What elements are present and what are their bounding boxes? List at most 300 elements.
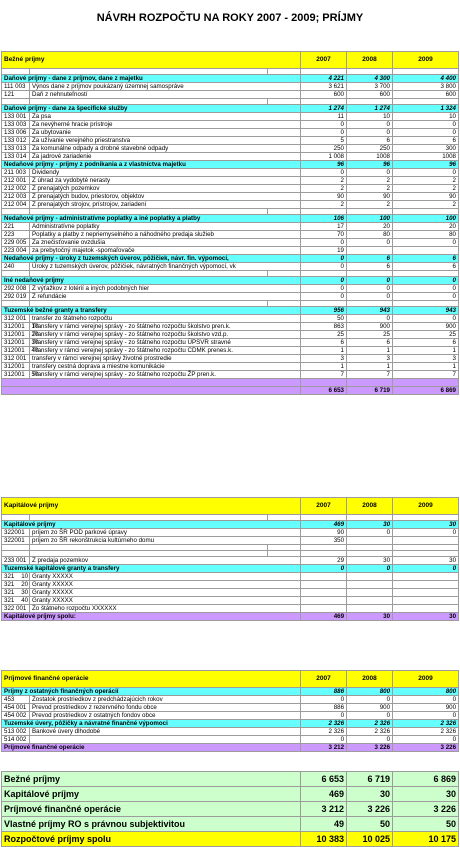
value-2007: 96 <box>301 161 347 169</box>
item-code: 312 001 <box>2 315 30 323</box>
value-2009: 4 400 <box>393 75 459 83</box>
value-2009: 25 <box>393 331 459 339</box>
value-2008: 250 <box>347 145 393 153</box>
item-label: Za ubytovanie <box>30 129 301 137</box>
item-label: Za užívanie verejného priestranstva <box>30 137 301 145</box>
summary-value-2007: 6 653 <box>301 772 347 787</box>
table-row <box>2 704 459 712</box>
value-2008: 1008 <box>347 153 393 161</box>
value-2007: 25 <box>301 331 347 339</box>
item-code: 212 002 <box>2 185 30 193</box>
value-2007: 0 <box>301 293 347 301</box>
summary-row <box>2 772 459 787</box>
value-2009 <box>393 379 459 387</box>
value-2008: 4 300 <box>347 75 393 83</box>
value-2008: 7 <box>347 371 393 379</box>
item-label: Bankové úvery dlhodobé <box>30 728 301 736</box>
value-2007: 956 <box>301 307 347 315</box>
summary-label: Rozpočtové príjmy spolu <box>2 832 301 847</box>
value-2007: 0 <box>301 239 347 247</box>
value-2007: 0 <box>301 121 347 129</box>
value-2008: 30 <box>347 613 393 621</box>
value-2008: 2008 <box>347 52 393 69</box>
summary-table <box>1 771 459 847</box>
item-label: Úroky z tuzemských úverov, pôžičiek, návratných finančných výpomocí, vk <box>30 263 301 271</box>
item-label: Granty XXXXX <box>30 573 301 581</box>
value-2008: 0 <box>347 129 393 137</box>
value-2009: 1 <box>393 363 459 371</box>
item-label: Za psa <box>30 113 301 121</box>
value-2009: 0 <box>393 277 459 285</box>
cyan-row <box>2 688 459 696</box>
item-code: 240 <box>2 263 30 271</box>
item-label: Z prenajatých budov, priestorov, objektov <box>30 193 301 201</box>
item-label: Za jadrové zariadenie <box>30 153 301 161</box>
item-label: príjem zo ŠR rekonštrukcia kultúrneho domu <box>30 537 301 545</box>
item-label: za prebytočný majetok -spomaľovače <box>30 247 301 255</box>
value-2007: 0 <box>301 263 347 271</box>
table-row <box>2 201 459 209</box>
item-label: Z prenajatých strojov, prístrojov, zariadení <box>30 201 301 209</box>
value-2008: 2 326 <box>347 728 393 736</box>
value-2007: 0 <box>301 255 347 263</box>
summary-value-2007: 10 383 <box>301 832 347 847</box>
value-2008: 0 <box>347 285 393 293</box>
table-row <box>2 145 459 153</box>
value-2009: 943 <box>393 307 459 315</box>
cyan-row <box>2 565 459 573</box>
item-label: Granty XXXXX <box>30 597 301 605</box>
table-row <box>2 169 459 177</box>
section-title: Kapitálové príjmy <box>2 498 301 515</box>
item-code: 212 004 <box>2 201 30 209</box>
value-2009 <box>393 537 459 545</box>
current-income-table <box>1 51 459 395</box>
value-2008: 2 <box>347 177 393 185</box>
value-2008: 600 <box>347 91 393 99</box>
value-2007: 7 <box>301 371 347 379</box>
value-2007: 17 <box>301 223 347 231</box>
item-code: 133 013 <box>2 145 30 153</box>
value-2008 <box>347 379 393 387</box>
cyan-row <box>2 521 459 529</box>
value-2009: 3 800 <box>393 83 459 91</box>
table-row <box>2 728 459 736</box>
value-2007: 0 <box>301 277 347 285</box>
cyan-row <box>2 215 459 223</box>
summary-value-2007: 3 212 <box>301 802 347 817</box>
table-row <box>2 331 459 339</box>
group-label <box>2 379 301 387</box>
item-label: Transfery v rámci verejnej správy - zo štátneho rozpočtu ÚPSVR stravné <box>30 339 301 347</box>
item-code: 312001 20 <box>2 331 30 339</box>
summary-value-2008: 30 <box>347 787 393 802</box>
value-2007: 4 221 <box>301 75 347 83</box>
value-2009: 0 <box>393 696 459 704</box>
value-2007: 2 326 <box>301 728 347 736</box>
purple-row <box>2 387 459 395</box>
value-2009: 2 <box>393 177 459 185</box>
value-2007: 1 <box>301 347 347 355</box>
value-2007: 50 <box>301 315 347 323</box>
value-2007: 1 274 <box>301 105 347 113</box>
value-2008 <box>347 589 393 597</box>
value-2008: 6 719 <box>347 387 393 395</box>
hdr-row <box>2 52 459 69</box>
item-code: 223 <box>2 231 30 239</box>
value-2008: 0 <box>347 169 393 177</box>
item-code: 133 006 <box>2 129 30 137</box>
value-2009: 0 <box>393 315 459 323</box>
table-row <box>2 247 459 255</box>
item-code: 513 002 <box>2 728 30 736</box>
item-label: transfer zo štátneho rozpočtu <box>30 315 301 323</box>
value-2009: 0 <box>393 121 459 129</box>
purple-row <box>2 744 459 752</box>
table-row <box>2 537 459 545</box>
value-2007: 2 326 <box>301 720 347 728</box>
value-2008: 3 <box>347 355 393 363</box>
table-row <box>2 91 459 99</box>
value-2009: 20 <box>393 223 459 231</box>
item-code: 312001 <box>2 363 30 371</box>
table-row <box>2 263 459 271</box>
group-label: Nedaňové príjmy - úroky z tuzemských úverov, pôžičiek, návr. fin. výpomocí, <box>2 255 301 263</box>
cyan-row <box>2 255 459 263</box>
value-2007: 11 <box>301 113 347 121</box>
table-row <box>2 339 459 347</box>
value-2009: 30 <box>393 557 459 565</box>
group-label: Príjmové finančné operácie <box>2 744 301 752</box>
table-row <box>2 557 459 565</box>
value-2008: 0 <box>347 121 393 129</box>
purple-row <box>2 613 459 621</box>
value-2009: 0 <box>393 565 459 573</box>
value-2008: 90 <box>347 193 393 201</box>
value-2007: 3 212 <box>301 744 347 752</box>
value-2008 <box>347 581 393 589</box>
item-code: 212 001 <box>2 177 30 185</box>
item-code: 322 001 <box>2 605 30 613</box>
value-2008: 6 <box>347 339 393 347</box>
table-row <box>2 371 459 379</box>
purple-row <box>2 379 459 387</box>
value-2007: 19 <box>301 247 347 255</box>
value-2009: 6 <box>393 137 459 145</box>
value-2008 <box>347 537 393 545</box>
item-label: Transfery v rámci verejnej správy - zo štátneho rozpočtu ŽP pren.k. <box>30 371 301 379</box>
group-label: Tuzemské kapitálové granty a transfery <box>2 565 301 573</box>
value-2008: 0 <box>347 712 393 720</box>
value-2009: 6 <box>393 263 459 271</box>
item-code: 453 <box>2 696 30 704</box>
item-code: 121 <box>2 91 30 99</box>
value-2008: 0 <box>347 736 393 744</box>
cyan-row <box>2 720 459 728</box>
value-2007 <box>301 573 347 581</box>
value-2009: 0 <box>393 129 459 137</box>
value-2007 <box>301 581 347 589</box>
value-2007: 3 621 <box>301 83 347 91</box>
item-code: 292 019 <box>2 293 30 301</box>
summary-value-2008: 3 226 <box>347 802 393 817</box>
value-2009 <box>393 605 459 613</box>
item-label: Daň z nehnuteľností <box>30 91 301 99</box>
value-2007: 5 <box>301 137 347 145</box>
summary-value-2009: 30 <box>393 787 459 802</box>
item-code: 133 014 <box>2 153 30 161</box>
item-code: 454 001 <box>2 704 30 712</box>
item-code: 292 008 <box>2 285 30 293</box>
item-label: Transfery v rámci verejnej správy - zo štátneho rozpočtu školstvo pren.k. <box>30 323 301 331</box>
table-row <box>2 605 459 613</box>
value-2007: 106 <box>301 215 347 223</box>
value-2007: 1 <box>301 363 347 371</box>
value-2007: 863 <box>301 323 347 331</box>
item-code: 211 003 <box>2 169 30 177</box>
item-code: 133 003 <box>2 121 30 129</box>
value-2007: 6 653 <box>301 387 347 395</box>
table-row <box>2 363 459 371</box>
value-2009 <box>393 573 459 581</box>
item-code: 221 <box>2 223 30 231</box>
value-2008: 3 700 <box>347 83 393 91</box>
value-2007: 6 <box>301 339 347 347</box>
summary-value-2009: 6 869 <box>393 772 459 787</box>
table-row <box>2 193 459 201</box>
value-2009: 2 326 <box>393 720 459 728</box>
hdr-row <box>2 498 459 515</box>
summary-total-row <box>2 832 459 847</box>
table-row <box>2 581 459 589</box>
item-code: 321 20 <box>2 581 30 589</box>
value-2009: 3 226 <box>393 744 459 752</box>
value-2009 <box>393 581 459 589</box>
value-2007: 250 <box>301 145 347 153</box>
value-2007: 886 <box>301 704 347 712</box>
item-code: 312001 40 <box>2 347 30 355</box>
table-row <box>2 696 459 704</box>
value-2009: 2009 <box>393 671 459 688</box>
table-row <box>2 285 459 293</box>
value-2007: 2 <box>301 201 347 209</box>
table-row <box>2 137 459 145</box>
group-label: Tuzemské bežné granty a transfery <box>2 307 301 315</box>
value-2008: 30 <box>347 557 393 565</box>
value-2007 <box>301 589 347 597</box>
value-2007: 2 <box>301 185 347 193</box>
value-2007: 0 <box>301 129 347 137</box>
value-2009: 6 869 <box>393 387 459 395</box>
summary-value-2007: 469 <box>301 787 347 802</box>
value-2009: 0 <box>393 293 459 301</box>
value-2008: 100 <box>347 215 393 223</box>
value-2008: 25 <box>347 331 393 339</box>
item-code: 212 003 <box>2 193 30 201</box>
summary-row <box>2 802 459 817</box>
table-row <box>2 113 459 121</box>
value-2007: 886 <box>301 688 347 696</box>
item-label: Transfery v rámci verejnej správy - zo štátneho rozpočtu školstvo vzd.p. <box>30 331 301 339</box>
table-row <box>2 355 459 363</box>
group-label: Kapitálové príjmy <box>2 521 301 529</box>
value-2007: 600 <box>301 91 347 99</box>
table-row <box>2 231 459 239</box>
value-2009: 7 <box>393 371 459 379</box>
item-label: Za nevýherné hracie prístroje <box>30 121 301 129</box>
value-2008: 30 <box>347 521 393 529</box>
summary-value-2009: 50 <box>393 817 459 832</box>
value-2009: 10 <box>393 113 459 121</box>
item-label: Z prenajatých pozemkov <box>30 185 301 193</box>
value-2008: 1 <box>347 347 393 355</box>
item-label: Dividendy <box>30 169 301 177</box>
item-code: 312001 30 <box>2 339 30 347</box>
item-label: Zo štátneho rozpočtu XXXXXX <box>30 605 301 613</box>
value-2009: 2 <box>393 201 459 209</box>
value-2008: 0 <box>347 293 393 301</box>
value-2009: 0 <box>393 239 459 247</box>
hdr-row <box>2 671 459 688</box>
item-label: Za komunálne odpady a drobné stavebné odpady <box>30 145 301 153</box>
item-label: Transfery v rámci verejnej správy - zo štátneho rozpočtu CDMK prenes.k. <box>30 347 301 355</box>
table-row <box>2 573 459 581</box>
value-2007: 0 <box>301 736 347 744</box>
value-2007: 0 <box>301 169 347 177</box>
value-2009: 90 <box>393 193 459 201</box>
summary-value-2007: 49 <box>301 817 347 832</box>
value-2008 <box>347 597 393 605</box>
table-row <box>2 129 459 137</box>
item-label: Poplatky a platby z nepriemyselného a náhodného predaja služieb <box>30 231 301 239</box>
item-label: Granty XXXXX <box>30 581 301 589</box>
value-2009 <box>393 597 459 605</box>
item-code: 321 30 <box>2 589 30 597</box>
summary-value-2008: 6 719 <box>347 772 393 787</box>
value-2007 <box>301 597 347 605</box>
value-2009: 1 <box>393 347 459 355</box>
item-code: 454 002 <box>2 712 30 720</box>
value-2007 <box>301 605 347 613</box>
value-2007: 3 <box>301 355 347 363</box>
value-2008: 900 <box>347 323 393 331</box>
table-row <box>2 589 459 597</box>
item-code: 229 005 <box>2 239 30 247</box>
value-2007: 2007 <box>301 498 347 515</box>
value-2007: 350 <box>301 537 347 545</box>
value-2008: 96 <box>347 161 393 169</box>
value-2009: 900 <box>393 323 459 331</box>
value-2008: 6 <box>347 255 393 263</box>
value-2008: 3 226 <box>347 744 393 752</box>
value-2009: 2009 <box>393 498 459 515</box>
cyan-row <box>2 307 459 315</box>
value-2008: 80 <box>347 231 393 239</box>
table-row <box>2 736 459 744</box>
value-2007: 2007 <box>301 671 347 688</box>
value-2009: 300 <box>393 145 459 153</box>
section-title: Bežné príjmy <box>2 52 301 69</box>
value-2008: 0 <box>347 529 393 537</box>
value-2007: 0 <box>301 285 347 293</box>
item-code: 111 003 <box>2 83 30 91</box>
item-label: Administratívne poplatky <box>30 223 301 231</box>
item-code: 312001 50 <box>2 371 30 379</box>
group-label: Príjmy z ostatných finančných operácií <box>2 688 301 696</box>
value-2009 <box>393 589 459 597</box>
item-code: 322001 <box>2 537 30 545</box>
summary-value-2008: 10 025 <box>347 832 393 847</box>
value-2009: 0 <box>393 736 459 744</box>
item-label: Z predaja pozemkov <box>30 557 301 565</box>
item-code: 133 012 <box>2 137 30 145</box>
item-label: Prevod prostriedkov z ostatných fondov obce <box>30 712 301 720</box>
item-code: 312 001 <box>2 355 30 363</box>
value-2009: 80 <box>393 231 459 239</box>
value-2008: 2008 <box>347 671 393 688</box>
value-2009: 6 <box>393 255 459 263</box>
group-label: Daňové príjmy - dane za špecifické služby <box>2 105 301 113</box>
summary-label: Bežné príjmy <box>2 772 301 787</box>
value-2007: 90 <box>301 529 347 537</box>
value-2009: 96 <box>393 161 459 169</box>
value-2009: 800 <box>393 688 459 696</box>
value-2009: 30 <box>393 613 459 621</box>
item-label: Výnos dane z príjmov poukázaný územnej samospráve <box>30 83 301 91</box>
value-2008: 2 326 <box>347 720 393 728</box>
item-code: 223 004 <box>2 247 30 255</box>
cyan-row <box>2 161 459 169</box>
value-2008: 0 <box>347 696 393 704</box>
item-label <box>30 736 301 744</box>
table-row <box>2 83 459 91</box>
value-2009: 100 <box>393 215 459 223</box>
item-code: 321 10 <box>2 573 30 581</box>
summary-value-2009: 10 175 <box>393 832 459 847</box>
group-label: Iné nedaňové príjmy <box>2 277 301 285</box>
table-row <box>2 239 459 247</box>
value-2007: 469 <box>301 613 347 621</box>
table-row <box>2 177 459 185</box>
table-row <box>2 323 459 331</box>
table-row <box>2 121 459 129</box>
value-2007 <box>301 379 347 387</box>
value-2008 <box>347 573 393 581</box>
value-2008: 2008 <box>347 498 393 515</box>
summary-label: Príjmové finančné operácie <box>2 802 301 817</box>
value-2007: 0 <box>301 565 347 573</box>
value-2009: 2 326 <box>393 728 459 736</box>
value-2009: 1008 <box>393 153 459 161</box>
item-label: Z úhrad za vydobyté nerasty <box>30 177 301 185</box>
value-2009: 0 <box>393 169 459 177</box>
item-code: 514 002 <box>2 736 30 744</box>
value-2008: 800 <box>347 688 393 696</box>
table-row <box>2 347 459 355</box>
summary-label: Kapitálové príjmy <box>2 787 301 802</box>
value-2009: 0 <box>393 285 459 293</box>
value-2008: 2 <box>347 201 393 209</box>
value-2008: 0 <box>347 315 393 323</box>
group-label: Nedaňové príjmy - príjmy z podnikania a z vlastníctva majetku <box>2 161 301 169</box>
value-2008: 2 <box>347 185 393 193</box>
summary-row <box>2 787 459 802</box>
item-code: 322001 <box>2 529 30 537</box>
value-2008: 1 274 <box>347 105 393 113</box>
value-2009: 0 <box>393 712 459 720</box>
value-2008: 10 <box>347 113 393 121</box>
value-2009: 3 <box>393 355 459 363</box>
